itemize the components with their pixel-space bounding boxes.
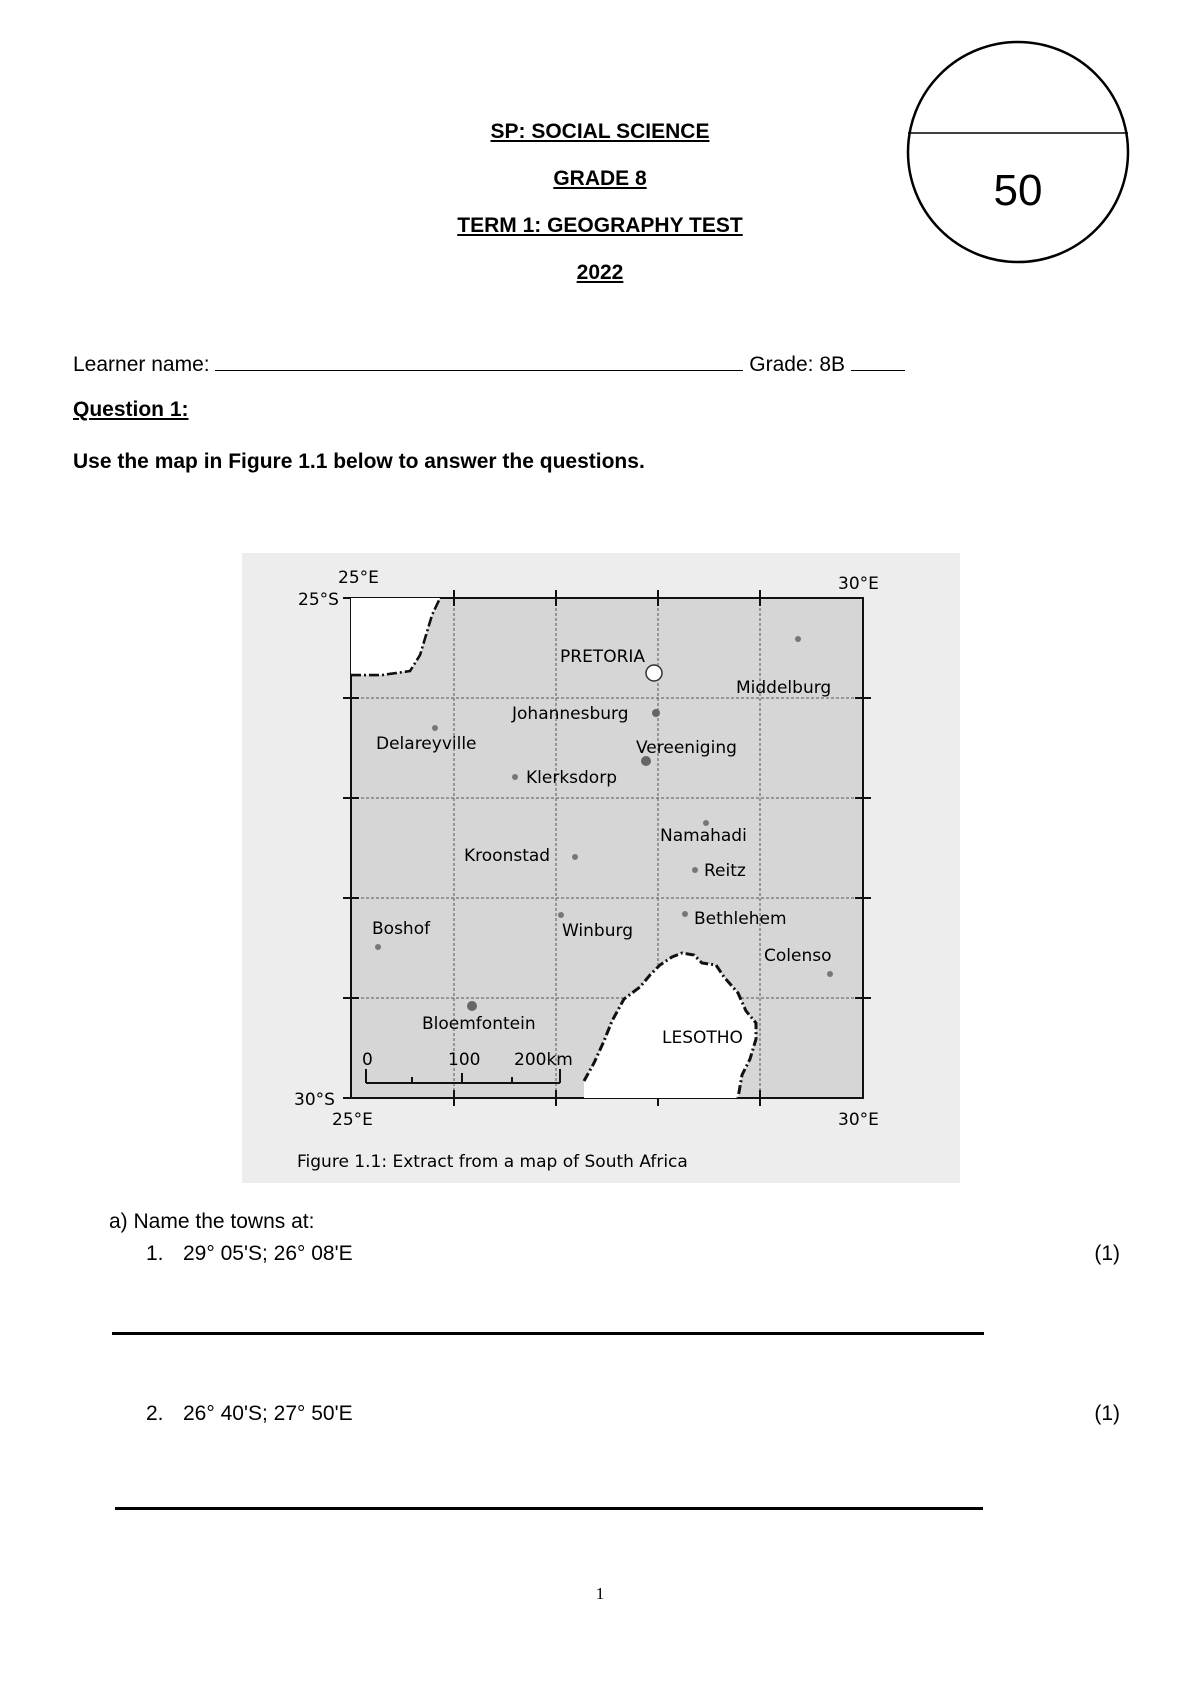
reitz-marker — [692, 867, 698, 873]
learner-name-label: Learner name: — [73, 353, 210, 376]
answer-line-2[interactable] — [115, 1507, 983, 1510]
delareyville-marker — [432, 725, 438, 731]
klerksdorp-marker — [512, 774, 518, 780]
test-heading: TERM 1: GEOGRAPHY TEST — [457, 214, 743, 237]
town-johannesburg: Johannesburg — [512, 704, 629, 724]
question-title: Question 1: — [73, 398, 189, 421]
grade-field[interactable] — [851, 352, 905, 371]
johannesburg-marker — [652, 709, 660, 717]
item-2-coords: 26° 40'S; 27° 50'E — [183, 1402, 353, 1425]
town-boshof: Boshof — [372, 919, 431, 939]
town-pretoria: PRETORIA — [560, 647, 646, 667]
town-kroonstad: Kroonstad — [464, 846, 551, 866]
learner-name-field[interactable] — [215, 352, 743, 371]
winburg-marker — [558, 912, 564, 918]
town-vereeniging: Vereeniging — [636, 738, 737, 758]
lon-top-right: 30°E — [838, 574, 879, 594]
subject-heading: SP: SOCIAL SCIENCE — [490, 120, 710, 143]
lon-bottom-left: 25°E — [332, 1110, 373, 1130]
town-namahadi: Namahadi — [660, 826, 747, 846]
town-bloemfontein: Bloemfontein — [422, 1014, 536, 1034]
map-figure — [242, 553, 960, 1183]
lat-top: 25°S — [298, 590, 339, 610]
town-bethlehem: Bethlehem — [694, 909, 787, 929]
item-1-number: 1. — [146, 1242, 164, 1265]
part-a-prompt: a) Name the towns at: — [109, 1210, 315, 1233]
region-lesotho: LESOTHO — [662, 1028, 743, 1048]
score-circle — [906, 40, 1130, 264]
lat-bottom: 30°S — [294, 1090, 335, 1110]
answer-line-1[interactable] — [112, 1332, 984, 1335]
learner-row — [73, 352, 905, 377]
bethlehem-marker — [682, 911, 688, 917]
boshof-marker — [375, 944, 381, 950]
year-heading: 2022 — [576, 261, 624, 284]
lon-bottom-right: 30°E — [838, 1110, 879, 1130]
town-middelburg: Middelburg — [736, 678, 832, 698]
pretoria-marker — [646, 665, 662, 681]
town-colenso: Colenso — [764, 946, 832, 966]
item-2-number: 2. — [146, 1402, 164, 1425]
town-klerksdorp: Klerksdorp — [526, 768, 617, 788]
lon-top-left: 25°E — [338, 568, 379, 588]
town-winburg: Winburg — [562, 921, 633, 941]
middelburg-marker — [795, 636, 801, 642]
town-reitz: Reitz — [704, 861, 746, 881]
item-1-coords: 29° 05'S; 26° 08'E — [183, 1242, 353, 1265]
bloemfontein-marker — [467, 1001, 477, 1011]
grade-heading: GRADE 8 — [553, 167, 647, 190]
score-total: 50 — [993, 166, 1043, 215]
page-number: 1 — [595, 1584, 605, 1603]
item-1-marks: (1) — [1094, 1242, 1120, 1265]
colenso-marker — [827, 971, 833, 977]
town-delareyville: Delareyville — [376, 734, 477, 754]
item-2-marks: (1) — [1094, 1402, 1120, 1425]
grade-label: Grade: 8B — [749, 353, 846, 376]
scale-0: 0 — [362, 1050, 373, 1070]
question-instruction: Use the map in Figure 1.1 below to answer the questions. — [73, 450, 645, 473]
map-caption: Figure 1.1: Extract from a map of South Africa — [297, 1152, 688, 1172]
scale-100: 100 — [448, 1050, 481, 1070]
kroonstad-marker — [572, 854, 578, 860]
scale-200: 200km — [514, 1050, 573, 1070]
